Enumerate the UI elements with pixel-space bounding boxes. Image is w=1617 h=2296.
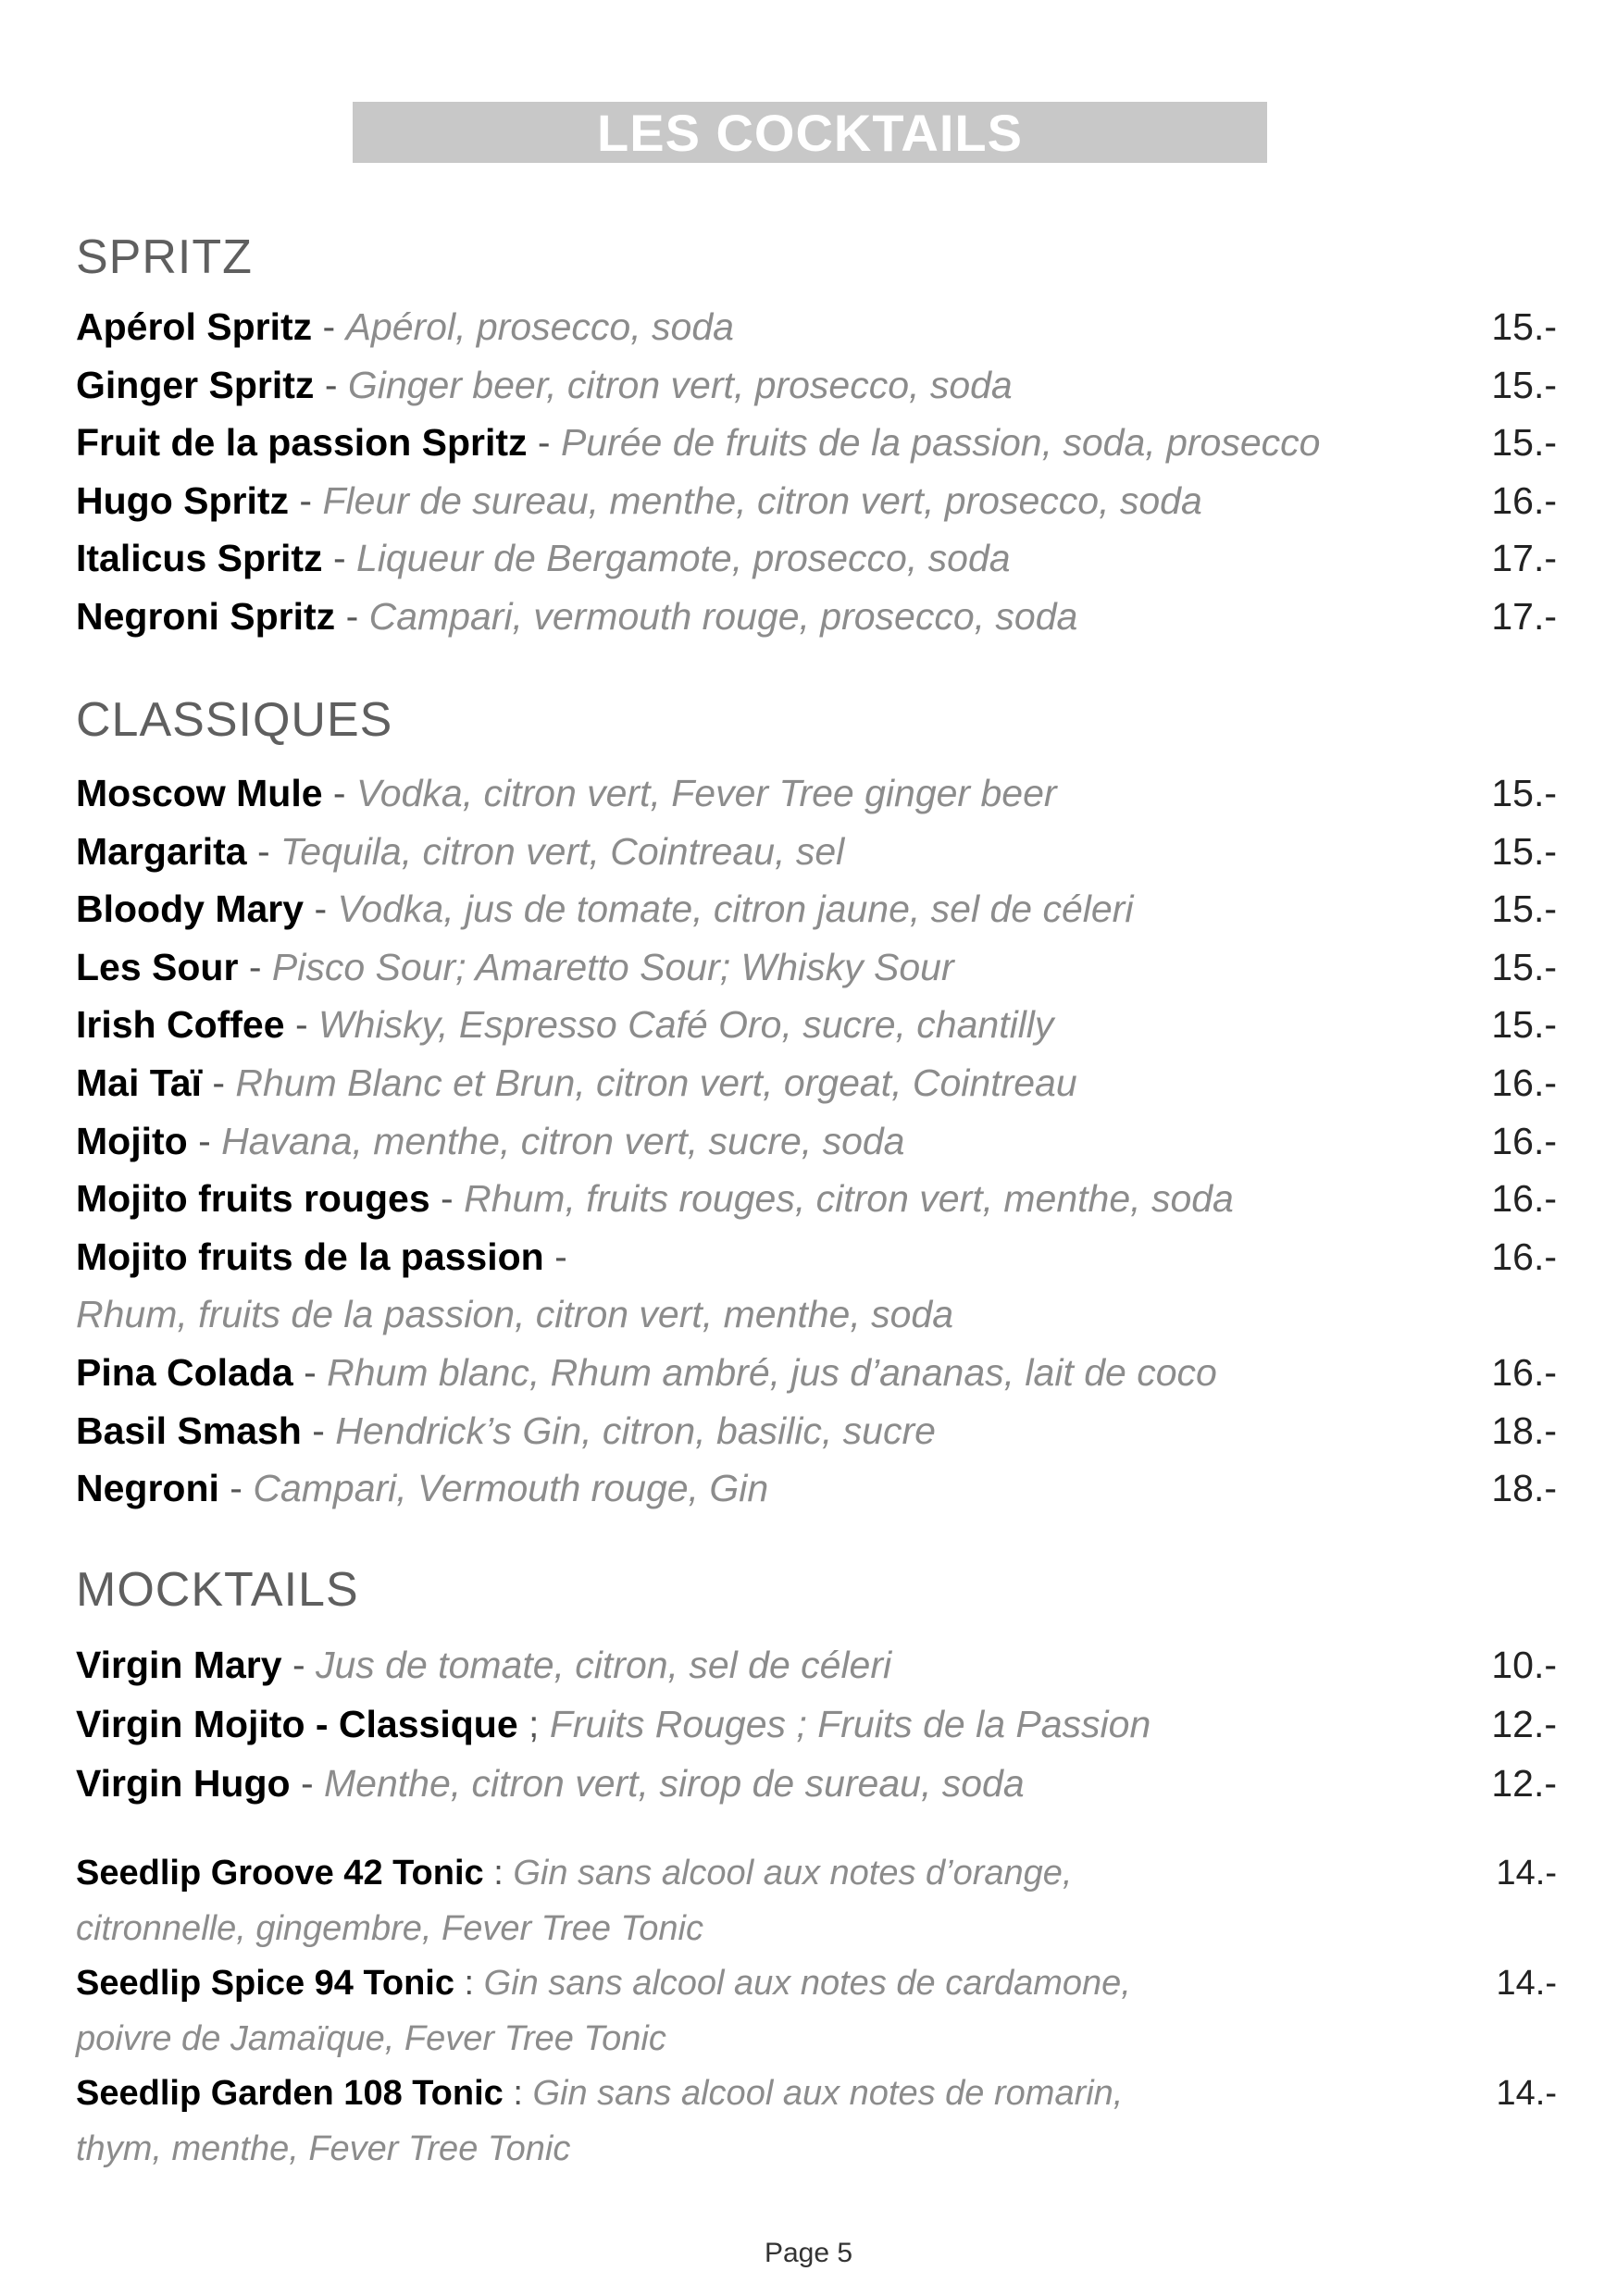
menu-item — [76, 1170, 1557, 1227]
item-description: Ginger beer, citron vert, prosecco, soda — [347, 363, 1013, 406]
item-name: Mojito fruits de la passion — [76, 1235, 544, 1278]
item-price: 15.- — [1491, 305, 1557, 348]
item-name: Apérol Spritz — [76, 305, 313, 348]
item-description: Gin sans alcool aux notes de romarin, — [532, 2074, 1124, 2113]
item-price: 15.- — [1491, 887, 1557, 931]
item-name: Mojito fruits rouges — [76, 1177, 430, 1221]
item-separator: : — [483, 1854, 514, 1893]
item-name: Irish Coffee — [76, 1003, 285, 1047]
item-separator: - — [284, 1003, 318, 1047]
item-separator: - — [281, 1644, 316, 1686]
item-name: Italicus Spritz — [76, 537, 323, 579]
item-description: Havana, menthe, citron vert, sucre, soda — [221, 1119, 905, 1162]
item-price: 14.- — [1496, 2074, 1557, 2113]
menu-item — [76, 1955, 1557, 2011]
item-description: Whisky, Espresso Café Oro, sucre, chantilly — [317, 1003, 1054, 1047]
item-separator: - — [289, 478, 323, 522]
item-separator: - — [292, 1351, 328, 1394]
item-name: Moscow Mule — [76, 772, 323, 814]
section-heading-mocktails: MOCKTAILS — [76, 1563, 359, 1617]
item-name: Seedlip Garden 108 Tonic — [76, 2074, 504, 2113]
item-name: Pina Colada — [76, 1351, 293, 1394]
item-description: Apérol, prosecco, soda — [345, 305, 734, 348]
item-separator: - — [322, 537, 356, 579]
item-separator: - — [187, 1119, 222, 1162]
menu-item — [76, 2121, 1557, 2177]
item-separator: - — [314, 363, 348, 406]
menu-item — [76, 880, 1557, 937]
item-description: Menthe, citron vert, sirop de sureau, soda — [324, 1762, 1025, 1805]
item-name: Margarita — [76, 829, 247, 873]
item-price: 15.- — [1491, 1003, 1557, 1047]
item-description: Rhum Blanc et Brun, citron vert, orgeat, Cointreau — [235, 1061, 1077, 1104]
item-name: Les Sour — [76, 945, 239, 988]
item-name: Basil Smash — [76, 1409, 302, 1452]
item-description: Jus de tomate, citron, sel de céleri — [315, 1644, 892, 1686]
item-price: 15.- — [1491, 772, 1557, 814]
item-description: Rhum, fruits rouges, citron vert, menthe, soda — [464, 1177, 1234, 1221]
menu-item — [76, 298, 1557, 355]
item-name: Mai Taï — [76, 1061, 202, 1104]
menu-item — [76, 2011, 1557, 2066]
item-price: 12.- — [1491, 1703, 1557, 1745]
menu-item — [76, 938, 1557, 996]
item-name: Negroni Spritz — [76, 594, 336, 638]
item-name: Seedlip Groove 42 Tonic — [76, 1854, 484, 1893]
item-price: 17.- — [1491, 594, 1557, 638]
item-price: 10.- — [1491, 1644, 1557, 1686]
item-separator: - — [218, 1467, 254, 1510]
item-separator: - — [201, 1061, 236, 1104]
item-name: Fruit de la passion Spritz — [76, 421, 528, 464]
item-separator: : — [454, 1964, 484, 2003]
page-number: Page 5 — [764, 2238, 853, 2268]
item-description: Gin sans alcool aux notes d’orange, — [513, 1854, 1073, 1893]
item-description: Vodka, jus de tomate, citron jaune, sel de céleri — [337, 887, 1134, 931]
menu-item — [76, 1755, 1557, 1812]
item-price: 14.- — [1496, 1854, 1557, 1893]
item-separator: - — [543, 1235, 567, 1278]
menu-item — [76, 529, 1557, 587]
item-description: Gin sans alcool aux notes de cardamone, — [483, 1964, 1131, 2003]
item-description: Campari, Vermouth rouge, Gin — [253, 1467, 769, 1510]
item-name: Ginger Spritz — [76, 363, 315, 406]
menu-item — [76, 1054, 1557, 1111]
item-separator: - — [322, 772, 356, 814]
item-description: Vodka, citron vert, Fever Tree ginger beer — [355, 772, 1057, 814]
item-separator: - — [301, 1409, 336, 1452]
item-price: 14.- — [1496, 1964, 1557, 2003]
item-description: Rhum blanc, Rhum ambré, jus d’ananas, lait de coco — [327, 1351, 1217, 1394]
menu-item — [76, 996, 1557, 1053]
item-price: 12.- — [1491, 1762, 1557, 1805]
item-separator: : — [503, 2074, 533, 2113]
section-heading-spritz: SPRITZ — [76, 230, 253, 284]
item-price: 16.- — [1491, 1119, 1557, 1162]
menu-item — [76, 823, 1557, 880]
item-name: Hugo Spritz — [76, 478, 290, 522]
item-price: 16.- — [1491, 1235, 1557, 1278]
item-price: 15.- — [1491, 945, 1557, 988]
item-description: Fruits Rouges ; Fruits de la Passion — [549, 1703, 1151, 1745]
menu-item — [76, 1112, 1557, 1170]
item-price: 15.- — [1491, 421, 1557, 464]
item-price: 18.- — [1491, 1467, 1557, 1510]
item-price: 16.- — [1491, 1061, 1557, 1104]
item-description: Pisco Sour; Amaretto Sour; Whisky Sour — [271, 945, 954, 988]
item-separator: - — [238, 945, 272, 988]
menu-item — [76, 588, 1557, 645]
menu-item — [76, 2066, 1557, 2121]
item-separator: ; — [517, 1703, 550, 1745]
item-separator: - — [527, 421, 561, 464]
section-heading-classiques: CLASSIQUES — [76, 693, 393, 747]
title-bar — [353, 102, 1267, 163]
item-description: Hendrick’s Gin, citron, basilic, sucre — [335, 1409, 936, 1452]
item-name: Virgin Mary — [76, 1644, 282, 1686]
menu-item — [76, 1285, 1557, 1343]
item-separator: - — [429, 1177, 465, 1221]
item-separator: - — [246, 829, 280, 873]
menu-item — [76, 472, 1557, 529]
item-description: Campari, vermouth rouge, prosecco, soda — [368, 594, 1078, 638]
item-description: Tequila, citron vert, Cointreau, sel — [280, 829, 845, 873]
item-separator: - — [335, 594, 369, 638]
item-name: Bloody Mary — [76, 887, 305, 931]
menu-item — [76, 1402, 1557, 1459]
item-description: Liqueur de Bergamote, prosecco, soda — [356, 537, 1011, 579]
item-price: 16.- — [1491, 478, 1557, 522]
item-description: poivre de Jamaïque, Fever Tree Tonic — [76, 2018, 666, 2058]
item-description: thym, menthe, Fever Tree Tonic — [76, 2128, 571, 2168]
menu-item — [76, 356, 1557, 414]
menu-item — [76, 1695, 1557, 1753]
item-price: 15.- — [1491, 363, 1557, 406]
item-name: Virgin Hugo — [76, 1762, 291, 1805]
item-separator: - — [304, 887, 338, 931]
item-price: 15.- — [1491, 829, 1557, 873]
menu-item — [76, 1228, 1557, 1285]
item-description: Rhum, fruits de la passion, citron vert, menthe, soda — [76, 1293, 954, 1336]
menu-item — [76, 764, 1557, 822]
item-description: Purée de fruits de la passion, soda, prosecco — [560, 421, 1321, 464]
item-name: Seedlip Spice 94 Tonic — [76, 1964, 454, 2003]
menu-item — [76, 1845, 1557, 1901]
menu-item — [76, 414, 1557, 471]
menu-item — [76, 1901, 1557, 1956]
item-description: citronnelle, gingembre, Fever Tree Tonic — [76, 1908, 703, 1948]
item-name: Virgin Mojito - Classique — [76, 1703, 518, 1745]
menu-item — [76, 1344, 1557, 1401]
item-name: Mojito — [76, 1119, 188, 1162]
page-title: LES COCKTAILS — [597, 103, 1023, 162]
item-price: 16.- — [1491, 1177, 1557, 1221]
item-separator: - — [312, 305, 346, 348]
item-separator: - — [290, 1762, 325, 1805]
menu-item — [76, 1459, 1557, 1517]
item-price: 16.- — [1491, 1351, 1557, 1394]
item-price: 17.- — [1491, 537, 1557, 579]
menu-item — [76, 1636, 1557, 1694]
item-description: Fleur de sureau, menthe, citron vert, prosecco, soda — [322, 478, 1202, 522]
item-name: Negroni — [76, 1467, 219, 1510]
item-price: 18.- — [1491, 1409, 1557, 1452]
